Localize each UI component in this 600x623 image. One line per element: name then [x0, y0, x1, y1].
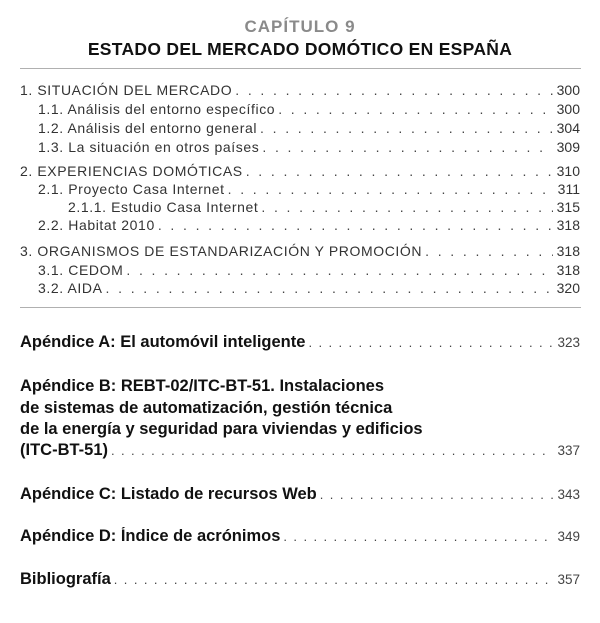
toc-entry-1-1[interactable] [38, 101, 580, 117]
toc-bibliografia[interactable] [20, 570, 580, 589]
toc-entry-page: 315 [556, 199, 580, 215]
section-divider [20, 307, 581, 308]
toc-appendix-b[interactable] [20, 441, 580, 460]
dot-leader [425, 243, 553, 259]
toc-entry-title: 3.2. AIDA [38, 280, 103, 296]
toc-entry-2[interactable] [20, 163, 580, 179]
toc-entry-1[interactable] [20, 82, 580, 98]
toc-entry-page: 304 [556, 120, 580, 136]
toc-entry-title: 2. EXPERIENCIAS DOMÓTICAS [20, 163, 243, 179]
dot-leader [235, 82, 552, 98]
toc-appendix-c[interactable] [20, 485, 580, 504]
dot-leader [261, 199, 552, 215]
toc-entry-title: 1.1. Análisis del entorno específico [38, 101, 276, 117]
dot-leader [262, 139, 552, 155]
toc-entry-title: 1.2. Análisis del entorno general [38, 120, 258, 136]
toc-entry-page: 343 [557, 487, 580, 502]
toc-entry-page: 323 [557, 335, 580, 350]
toc-entry-title: 3. ORGANISMOS DE ESTANDARIZACIÓN Y PROMOCIÓN [20, 243, 423, 259]
toc-entry-page: 300 [556, 82, 580, 98]
dot-leader [228, 181, 554, 197]
dot-leader [111, 443, 553, 458]
toc-entry-page: 318 [556, 243, 580, 259]
toc-entry-page: 337 [557, 443, 580, 458]
toc-entry-page: 320 [556, 280, 580, 296]
header-divider [20, 68, 581, 69]
appendix-b-line: Apéndice B: REBT-02/ITC-BT-51. Instalaciones [20, 377, 384, 395]
toc-entry-title: 3.1. CEDOM [38, 262, 124, 278]
dot-leader [246, 163, 553, 179]
toc-entry-title: Apéndice A: El automóvil inteligente [20, 333, 306, 351]
toc-entry-page: 310 [556, 163, 580, 179]
toc-entry-title: Apéndice D: Índice de acrónimos [20, 527, 281, 545]
chapter-label: CAPÍTULO 9 [244, 17, 356, 36]
toc-entry-page: 357 [557, 572, 580, 587]
toc-entry-3[interactable] [20, 243, 580, 259]
toc-entry-title: (ITC-BT-51) [20, 441, 108, 459]
toc-entry-1-3[interactable] [38, 139, 580, 155]
toc-entry-3-2[interactable] [38, 280, 580, 296]
dot-leader [320, 487, 554, 502]
dot-leader [278, 101, 552, 117]
toc-entry-1-2[interactable] [38, 120, 580, 136]
toc-entry-page: 300 [556, 101, 580, 117]
toc-entry-2-1-1[interactable] [68, 199, 580, 215]
toc-entry-2-1[interactable] [38, 181, 580, 197]
toc-appendix-d[interactable] [20, 527, 580, 546]
toc-entry-2-2[interactable] [38, 217, 580, 233]
toc-appendix-a[interactable] [20, 333, 580, 352]
toc-entry-title: 1.3. La situación en otros países [38, 139, 260, 155]
toc-entry-title: Apéndice C: Listado de recursos Web [20, 485, 317, 503]
toc-entry-title: 2.1. Proyecto Casa Internet [38, 181, 225, 197]
dot-leader [106, 280, 553, 296]
chapter-title: ESTADO DEL MERCADO DOMÓTICO EN ESPAÑA [87, 39, 513, 59]
toc-entry-page: 349 [557, 529, 580, 544]
appendix-b-line: de la energía y seguridad para viviendas y edificios [20, 420, 423, 438]
appendix-b-line: de sistemas de automatización, gestión técnica [20, 398, 393, 417]
dot-leader [126, 262, 552, 278]
dot-leader [260, 120, 553, 136]
dot-leader [283, 529, 553, 544]
dot-leader [114, 572, 554, 587]
toc-entry-page: 309 [556, 139, 580, 155]
toc-entry-3-1[interactable] [38, 262, 580, 278]
toc-appendix-b-title[interactable] [20, 376, 423, 441]
dot-leader [158, 217, 553, 233]
toc-entry-title: Bibliografía [20, 570, 111, 588]
toc-entry-title: 2.2. Habitat 2010 [38, 217, 155, 233]
toc-entry-page: 311 [557, 181, 580, 197]
toc-entry-title: 1. SITUACIÓN DEL MERCADO [20, 82, 233, 98]
toc-entry-page: 318 [556, 262, 580, 278]
dot-leader [308, 335, 553, 350]
toc-entry-title: 2.1.1. Estudio Casa Internet [68, 199, 259, 215]
toc-entry-page: 318 [556, 217, 580, 233]
